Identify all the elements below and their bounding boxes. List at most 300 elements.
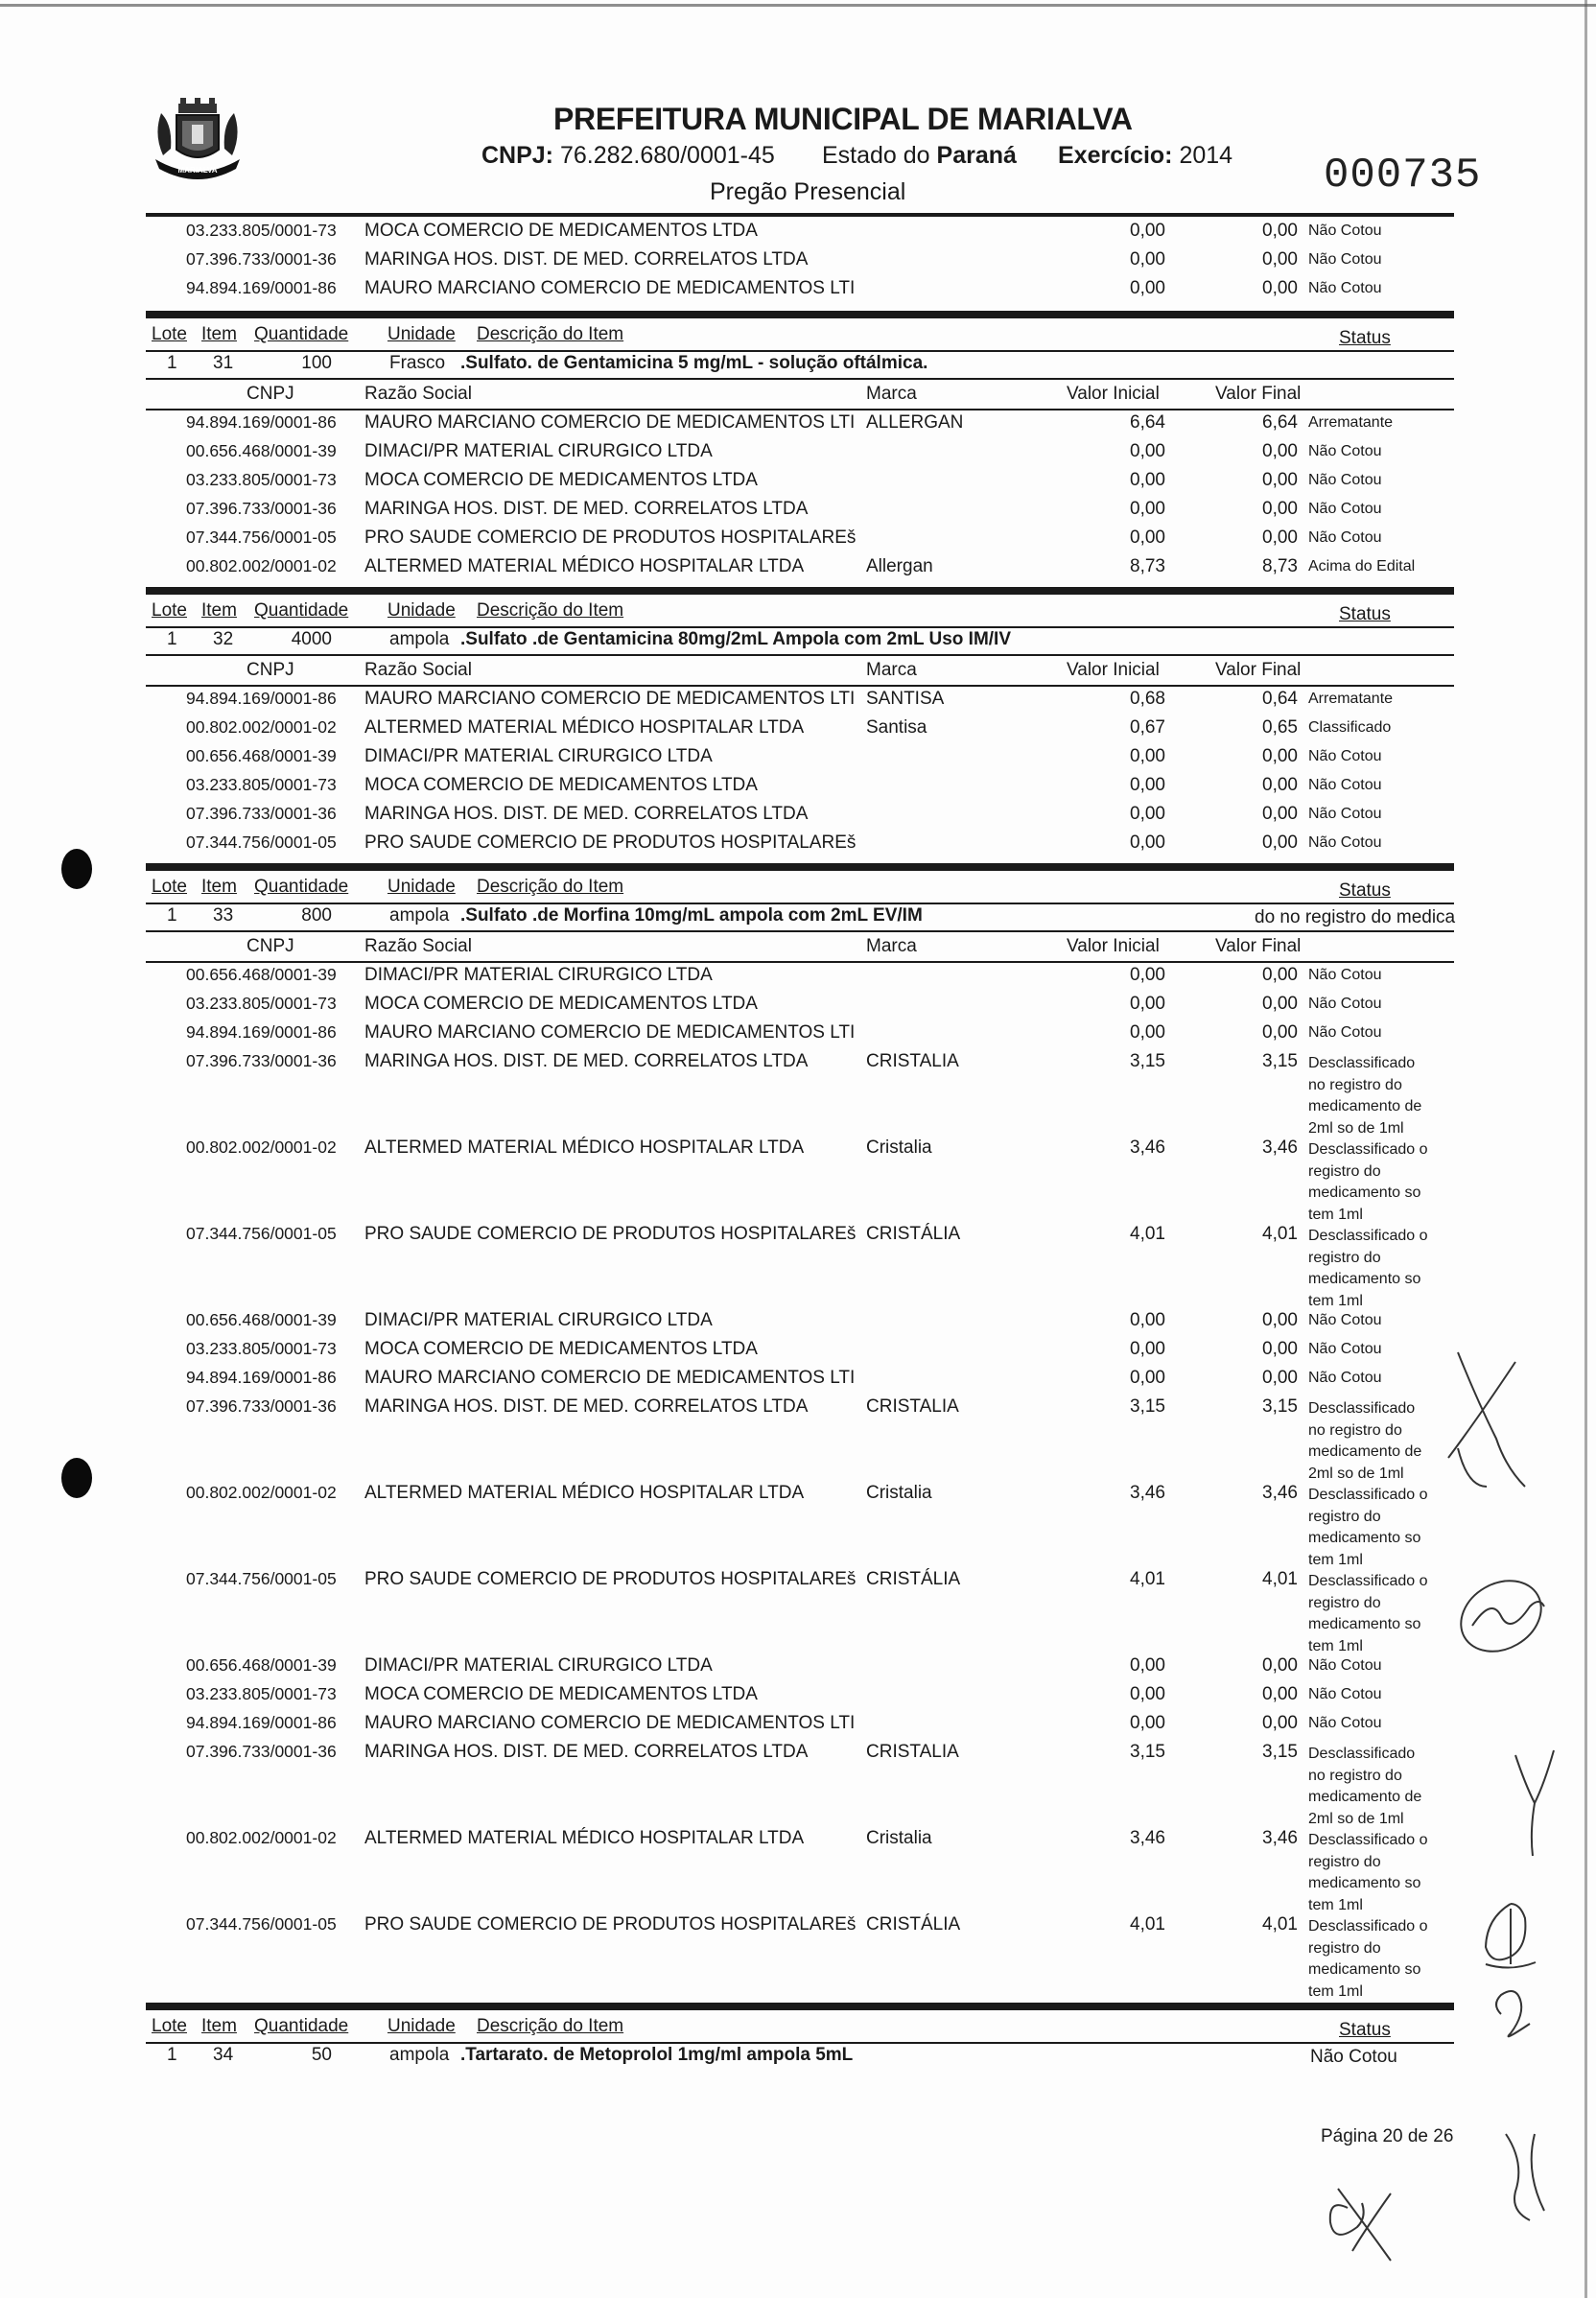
cell-cnpj: 00.656.468/0001-39 xyxy=(186,1655,337,1675)
col-header-marca: Marca xyxy=(866,384,917,404)
col-header-unidade: Unidade xyxy=(387,324,456,344)
cell-status: Não Cotou xyxy=(1308,1024,1382,1041)
cell-status: Não Cotou xyxy=(1308,777,1382,793)
cell-status: Não Cotou xyxy=(1308,1715,1382,1731)
cell-razao-social: MARINGA HOS. DIST. DE MED. CORRELATOS LTDA xyxy=(364,804,809,824)
item-unit: Frasco xyxy=(389,353,446,373)
cell-valor-final: 0,00 xyxy=(1262,1022,1298,1043)
cell-valor-final: 4,01 xyxy=(1262,1224,1298,1244)
col-header-razao: Razão Social xyxy=(364,936,472,956)
cell-razao-social: MOCA COMERCIO DE MEDICAMENTOS LTDA xyxy=(364,1684,758,1704)
cell-razao-social: MAURO MARCIANO COMERCIO DE MEDICAMENTOS LTI xyxy=(364,1022,856,1043)
cell-status-note: Desclassificado o registro do medicamento so tem 1ml xyxy=(1308,1832,1428,1913)
cell-razao-social: MARINGA HOS. DIST. DE MED. CORRELATOS LTDA xyxy=(364,1396,809,1417)
item-description: .Sulfato. de Gentamicina 5 mg/mL - solução oftálmica. xyxy=(460,353,928,373)
cell-valor-inicial: 3,15 xyxy=(1130,1051,1165,1071)
cell-valor-final: 3,15 xyxy=(1262,1051,1298,1071)
scan-edge-top xyxy=(0,4,1596,7)
cell-razao-social: PRO SAUDE COMERCIO DE PRODUTOS HOSPITALAREš xyxy=(364,528,857,548)
cell-cnpj: 94.894.169/0001-86 xyxy=(186,1022,337,1042)
handwritten-signature-bottom xyxy=(1319,2169,1405,2265)
col-header-lote: Lote xyxy=(152,877,187,897)
item-quantity: 4000 xyxy=(291,629,332,649)
col-header-item: Item xyxy=(201,877,237,897)
cell-marca: CRISTALIA xyxy=(866,1396,959,1417)
col-header-descricao: Descrição do Item xyxy=(477,877,624,897)
cell-marca: CRISTALIA xyxy=(866,1742,959,1762)
cell-valor-final: 0,00 xyxy=(1262,470,1298,490)
cell-valor-final: 0,00 xyxy=(1262,249,1298,270)
cell-razao-social: ALTERMED MATERIAL MÉDICO HOSPITALAR LTDA xyxy=(364,717,805,738)
cell-marca: SANTISA xyxy=(866,689,945,709)
cell-razao-social: ALTERMED MATERIAL MÉDICO HOSPITALAR LTDA xyxy=(364,1483,805,1503)
cell-status: Não Cotou xyxy=(1308,748,1382,764)
cell-cnpj: 00.802.002/0001-02 xyxy=(186,556,337,575)
col-header-item: Item xyxy=(201,324,237,344)
table-row xyxy=(0,528,1596,551)
cell-valor-final: 0,65 xyxy=(1262,717,1298,738)
cell-cnpj: 94.894.169/0001-86 xyxy=(186,412,337,432)
cell-valor-final: 0,00 xyxy=(1262,1339,1298,1359)
cell-valor-inicial: 0,00 xyxy=(1130,1368,1165,1388)
cell-valor-inicial: 4,01 xyxy=(1130,1224,1165,1244)
cell-cnpj: 00.656.468/0001-39 xyxy=(186,746,337,765)
col-header-cnpj: CNPJ xyxy=(246,660,294,680)
table-row xyxy=(0,1310,1596,1333)
col-header-status: Status xyxy=(1339,604,1391,624)
table-row xyxy=(0,249,1596,272)
cell-status: Acima do Edital xyxy=(1308,558,1416,574)
cell-status: Não Cotou xyxy=(1308,834,1382,851)
col-header-quantidade: Quantidade xyxy=(254,2016,349,2036)
cell-razao-social: PRO SAUDE COMERCIO DE PRODUTOS HOSPITALAREš xyxy=(364,1569,857,1589)
item-unit: ampola xyxy=(389,629,450,649)
cell-status: Não Cotou xyxy=(1308,996,1382,1012)
header-underline xyxy=(146,2042,1454,2044)
cell-valor-final: 0,00 xyxy=(1262,965,1298,985)
col-header-valor_inicial: Valor Inicial xyxy=(1067,936,1160,956)
cell-cnpj: 03.233.805/0001-73 xyxy=(186,470,337,489)
item-unit: ampola xyxy=(389,905,450,926)
handwritten-initial-mark-2 xyxy=(1506,1746,1573,1861)
cell-status-note: Desclassificado o registro do medicamento so tem 1ml xyxy=(1308,1487,1428,1568)
handwritten-signature-scribble xyxy=(1453,1559,1568,1664)
cell-razao-social: DIMACI/PR MATERIAL CIRURGICO LTDA xyxy=(364,1310,713,1330)
cell-razao-social: ALTERMED MATERIAL MÉDICO HOSPITALAR LTDA xyxy=(364,1137,805,1158)
col-header-unidade: Unidade xyxy=(387,600,456,621)
cell-status-note: Desclassificado o registro do medicamento so tem 1ml xyxy=(1308,1228,1428,1309)
cell-valor-final: 0,00 xyxy=(1262,1310,1298,1330)
cell-cnpj: 00.802.002/0001-02 xyxy=(186,1828,337,1847)
cell-cnpj: 03.233.805/0001-73 xyxy=(186,1684,337,1703)
cell-razao-social: DIMACI/PR MATERIAL CIRURGICO LTDA xyxy=(364,1655,713,1676)
table-row xyxy=(0,746,1596,769)
cell-marca: Allergan xyxy=(866,556,933,576)
col-header-status: Status xyxy=(1339,880,1391,901)
col-header-item: Item xyxy=(201,2016,237,2036)
cell-razao-social: MAURO MARCIANO COMERCIO DE MEDICAMENTOS LTI xyxy=(364,1713,856,1733)
item-quantity: 100 xyxy=(301,353,332,373)
cell-valor-inicial: 4,01 xyxy=(1130,1914,1165,1935)
cell-razao-social: MARINGA HOS. DIST. DE MED. CORRELATOS LTDA xyxy=(364,1742,809,1762)
cell-razao-social: MOCA COMERCIO DE MEDICAMENTOS LTDA xyxy=(364,221,758,241)
punch-hole-upper xyxy=(61,849,92,889)
cell-cnpj: 94.894.169/0001-86 xyxy=(186,1713,337,1732)
cell-razao-social: MOCA COMERCIO DE MEDICAMENTOS LTDA xyxy=(364,775,758,795)
cell-razao-social: MOCA COMERCIO DE MEDICAMENTOS LTDA xyxy=(364,470,758,490)
item-description: .Sulfato .de Morfina 10mg/mL ampola com 2mL EV/IM xyxy=(460,905,923,926)
cell-status: Não Cotou xyxy=(1308,1312,1382,1328)
table-row xyxy=(0,1684,1596,1707)
cell-cnpj: 94.894.169/0001-86 xyxy=(186,1368,337,1387)
cell-marca: Cristalia xyxy=(866,1483,932,1503)
cell-valor-inicial: 3,46 xyxy=(1130,1137,1165,1158)
cell-razao-social: ALTERMED MATERIAL MÉDICO HOSPITALAR LTDA xyxy=(364,1828,805,1848)
col-header-quantidade: Quantidade xyxy=(254,324,349,344)
cell-cnpj: 03.233.805/0001-73 xyxy=(186,1339,337,1358)
cell-status-note: Desclassificado no registro do medicamento de 2ml so de 1ml xyxy=(1308,1746,1422,1827)
col-header-marca: Marca xyxy=(866,660,917,680)
modalidade-label: Pregão Presencial xyxy=(710,178,906,205)
cell-valor-final: 0,00 xyxy=(1262,746,1298,766)
cell-razao-social: DIMACI/PR MATERIAL CIRURGICO LTDA xyxy=(364,441,713,461)
col-header-cnpj: CNPJ xyxy=(246,384,294,404)
cell-status: Não Cotou xyxy=(1308,529,1382,546)
table-row xyxy=(0,1655,1596,1678)
cell-cnpj: 07.344.756/0001-05 xyxy=(186,832,337,852)
item-quantity: 800 xyxy=(301,905,332,926)
cell-valor-inicial: 0,00 xyxy=(1130,832,1165,853)
cell-status: Arrematante xyxy=(1308,691,1394,707)
cell-razao-social: MAURO MARCIANO COMERCIO DE MEDICAMENTOS LTI xyxy=(364,1368,856,1388)
cell-status: Não Cotou xyxy=(1308,472,1382,488)
cell-cnpj: 00.656.468/0001-39 xyxy=(186,441,337,460)
cell-valor-inicial: 0,00 xyxy=(1130,1310,1165,1330)
cell-cnpj: 07.344.756/0001-05 xyxy=(186,1569,337,1588)
cell-cnpj: 00.802.002/0001-02 xyxy=(186,1137,337,1157)
cell-status: Não Cotou xyxy=(1308,223,1382,239)
cell-valor-inicial: 3,15 xyxy=(1130,1742,1165,1762)
estado-line xyxy=(822,142,1017,170)
cell-valor-final: 0,00 xyxy=(1262,1368,1298,1388)
col-header-quantidade: Quantidade xyxy=(254,877,349,897)
cell-razao-social: DIMACI/PR MATERIAL CIRURGICO LTDA xyxy=(364,746,713,766)
item-number: 32 xyxy=(213,629,234,649)
col-header-status: Status xyxy=(1339,2020,1391,2040)
cell-valor-inicial: 0,00 xyxy=(1130,1339,1165,1359)
cell-cnpj: 07.344.756/0001-05 xyxy=(186,1224,337,1243)
table-row xyxy=(0,775,1596,798)
table-row xyxy=(0,499,1596,522)
col-header-valor_inicial: Valor Inicial xyxy=(1067,660,1160,680)
cell-valor-inicial: 3,15 xyxy=(1130,1396,1165,1417)
table-row xyxy=(0,804,1596,827)
cell-valor-final: 0,00 xyxy=(1262,804,1298,824)
cell-valor-inicial: 0,00 xyxy=(1130,221,1165,241)
cell-valor-final: 0,00 xyxy=(1262,278,1298,298)
cell-cnpj: 07.396.733/0001-36 xyxy=(186,804,337,823)
cell-valor-final: 0,64 xyxy=(1262,689,1298,709)
cell-status: Não Cotou xyxy=(1308,443,1382,459)
lot-divider xyxy=(146,587,1454,595)
cell-marca: CRISTÁLIA xyxy=(866,1569,961,1589)
cell-valor-inicial: 0,00 xyxy=(1130,441,1165,461)
cell-valor-inicial: 3,46 xyxy=(1130,1828,1165,1848)
cell-cnpj: 07.344.756/0001-05 xyxy=(186,528,337,547)
cell-valor-final: 3,15 xyxy=(1262,1742,1298,1762)
cell-valor-final: 3,46 xyxy=(1262,1483,1298,1503)
cell-status: Não Cotou xyxy=(1308,1341,1382,1357)
protocol-stamp-number: 000735 xyxy=(1324,152,1482,199)
col-header-unidade: Unidade xyxy=(387,2016,456,2036)
cell-cnpj: 03.233.805/0001-73 xyxy=(186,994,337,1013)
table-row xyxy=(0,1339,1596,1362)
subheader-underline xyxy=(146,685,1454,687)
cell-status: Não Cotou xyxy=(1308,251,1382,268)
cell-valor-inicial: 0,00 xyxy=(1130,1684,1165,1704)
cnpj-label: CNPJ: xyxy=(481,142,554,169)
handwritten-initial-mark-3 xyxy=(1496,2124,1563,2230)
cell-valor-inicial: 0,68 xyxy=(1130,689,1165,709)
cell-valor-inicial: 0,00 xyxy=(1130,249,1165,270)
cell-cnpj: 07.396.733/0001-36 xyxy=(186,1396,337,1416)
cell-valor-final: 4,01 xyxy=(1262,1914,1298,1935)
col-header-valor_final: Valor Final xyxy=(1215,384,1302,404)
cell-valor-inicial: 0,00 xyxy=(1130,499,1165,519)
cell-status: Não Cotou xyxy=(1308,1686,1382,1702)
cell-marca: CRISTÁLIA xyxy=(866,1914,961,1935)
subheader-underline xyxy=(146,409,1454,410)
cell-cnpj: 00.656.468/0001-39 xyxy=(186,965,337,984)
cell-valor-final: 0,00 xyxy=(1262,994,1298,1014)
cell-razao-social: MOCA COMERCIO DE MEDICAMENTOS LTDA xyxy=(364,1339,758,1359)
cell-status-note: Desclassificado no registro do medicamento de 2ml so de 1ml xyxy=(1308,1400,1422,1482)
cell-valor-inicial: 3,46 xyxy=(1130,1483,1165,1503)
col-header-razao: Razão Social xyxy=(364,384,472,404)
cell-valor-final: 0,00 xyxy=(1262,775,1298,795)
cell-valor-final: 3,15 xyxy=(1262,1396,1298,1417)
cell-status: Não Cotou xyxy=(1308,806,1382,822)
cell-valor-inicial: 0,00 xyxy=(1130,775,1165,795)
cell-razao-social: MARINGA HOS. DIST. DE MED. CORRELATOS LTDA xyxy=(364,249,809,270)
col-header-lote: Lote xyxy=(152,600,187,621)
cell-valor-final: 0,00 xyxy=(1262,221,1298,241)
cell-valor-inicial: 8,73 xyxy=(1130,556,1165,576)
header-underline xyxy=(146,350,1454,352)
values-underline xyxy=(146,654,1454,656)
cell-valor-inicial: 0,00 xyxy=(1130,278,1165,298)
exercicio-line xyxy=(1058,142,1232,170)
cell-valor-inicial: 0,00 xyxy=(1130,746,1165,766)
table-row xyxy=(0,1368,1596,1391)
table-row xyxy=(0,1713,1596,1736)
table-row xyxy=(0,1022,1596,1045)
values-underline xyxy=(146,378,1454,380)
cell-valor-final: 0,00 xyxy=(1262,528,1298,548)
cell-razao-social: PRO SAUDE COMERCIO DE PRODUTOS HOSPITALAREš xyxy=(364,832,857,853)
table-row xyxy=(0,994,1596,1017)
crest-banner-text: MARIALVA xyxy=(177,166,218,175)
cell-cnpj: 94.894.169/0001-86 xyxy=(186,278,337,297)
cell-valor-inicial: 6,64 xyxy=(1130,412,1165,433)
col-header-valor_inicial: Valor Inicial xyxy=(1067,384,1160,404)
item-quantity: 50 xyxy=(311,2045,332,2065)
cell-valor-inicial: 0,00 xyxy=(1130,965,1165,985)
exercicio-label: Exercício: xyxy=(1058,142,1173,169)
item-number: 33 xyxy=(213,905,234,926)
estado-label: Estado do xyxy=(822,142,930,169)
cell-valor-inicial: 0,00 xyxy=(1130,1713,1165,1733)
cell-cnpj: 07.396.733/0001-36 xyxy=(186,1742,337,1761)
col-header-valor_final: Valor Final xyxy=(1215,660,1302,680)
cell-cnpj: 94.894.169/0001-86 xyxy=(186,689,337,708)
cell-cnpj: 00.802.002/0001-02 xyxy=(186,717,337,737)
header-divider xyxy=(146,213,1454,217)
cell-cnpj: 07.396.733/0001-36 xyxy=(186,1051,337,1070)
col-header-lote: Lote xyxy=(152,2016,187,2036)
lot-divider xyxy=(146,2003,1454,2010)
table-row xyxy=(0,412,1596,435)
cell-valor-final: 8,73 xyxy=(1262,556,1298,576)
item-description: .Tartarato. de Metoprolol 1mg/ml ampola 5mL xyxy=(460,2045,854,2065)
cell-valor-inicial: 0,00 xyxy=(1130,1022,1165,1043)
col-header-marca: Marca xyxy=(866,936,917,956)
cell-valor-final: 0,00 xyxy=(1262,1655,1298,1676)
cell-marca: Cristalia xyxy=(866,1828,932,1848)
table-row xyxy=(0,441,1596,464)
col-header-descricao: Descrição do Item xyxy=(477,600,624,621)
cell-razao-social: MOCA COMERCIO DE MEDICAMENTOS LTDA xyxy=(364,994,758,1014)
cell-valor-final: 3,46 xyxy=(1262,1828,1298,1848)
table-row xyxy=(0,832,1596,856)
item-number: 34 xyxy=(213,2045,234,2065)
table-row xyxy=(0,556,1596,579)
cell-valor-final: 4,01 xyxy=(1262,1569,1298,1589)
cell-valor-inicial: 4,01 xyxy=(1130,1569,1165,1589)
cell-status-note: Desclassificado o registro do medicamento so tem 1ml xyxy=(1308,1141,1428,1223)
page-title: PREFEITURA MUNICIPAL DE MARIALVA xyxy=(553,102,1133,136)
item-unit: ampola xyxy=(389,2045,450,2065)
lot-number: 1 xyxy=(167,905,177,926)
col-header-lote: Lote xyxy=(152,324,187,344)
cell-status-note: Desclassificado no registro do medicamento de 2ml so de 1ml xyxy=(1308,1055,1422,1137)
col-header-descricao: Descrição do Item xyxy=(477,2016,624,2036)
subheader-underline xyxy=(146,961,1454,963)
cell-razao-social: MARINGA HOS. DIST. DE MED. CORRELATOS LTDA xyxy=(364,499,809,519)
cell-status: Não Cotou xyxy=(1308,501,1382,517)
cell-cnpj: 07.396.733/0001-36 xyxy=(186,499,337,518)
cell-valor-inicial: 0,00 xyxy=(1130,528,1165,548)
cell-cnpj: 03.233.805/0001-73 xyxy=(186,775,337,794)
col-header-quantidade: Quantidade xyxy=(254,600,349,621)
exercicio-value: 2014 xyxy=(1179,142,1233,169)
table-row xyxy=(0,965,1596,988)
item-status: Não Cotou xyxy=(1310,2047,1397,2067)
municipal-crest-logo xyxy=(144,96,251,184)
cell-status: Arrematante xyxy=(1308,414,1394,431)
cell-valor-final: 0,00 xyxy=(1262,1713,1298,1733)
cell-valor-inicial: 0,00 xyxy=(1130,994,1165,1014)
cell-cnpj: 07.396.733/0001-36 xyxy=(186,249,337,269)
cell-valor-inicial: 0,00 xyxy=(1130,470,1165,490)
col-header-cnpj: CNPJ xyxy=(246,936,294,956)
cell-razao-social: PRO SAUDE COMERCIO DE PRODUTOS HOSPITALAREš xyxy=(364,1224,857,1244)
punch-hole-lower xyxy=(61,1458,92,1498)
col-header-unidade: Unidade xyxy=(387,877,456,897)
header-underline xyxy=(146,903,1454,904)
table-row xyxy=(0,470,1596,493)
item-status: do no registro do medica xyxy=(1255,907,1456,927)
cell-valor-final: 0,00 xyxy=(1262,1684,1298,1704)
table-row xyxy=(0,689,1596,712)
handwritten-initial-mark-1 xyxy=(1439,1343,1544,1535)
item-description: .Sulfato .de Gentamicina 80mg/2mL Ampola com 2mL Uso IM/IV xyxy=(460,629,1012,649)
cell-valor-final: 3,46 xyxy=(1262,1137,1298,1158)
cell-valor-final: 0,00 xyxy=(1262,832,1298,853)
cell-cnpj: 07.344.756/0001-05 xyxy=(186,1914,337,1934)
header-underline xyxy=(146,626,1454,628)
page-number: Página 20 de 26 xyxy=(1321,2126,1454,2146)
col-header-descricao: Descrição do Item xyxy=(477,324,624,344)
cell-razao-social: ALTERMED MATERIAL MÉDICO HOSPITALAR LTDA xyxy=(364,556,805,576)
col-header-status: Status xyxy=(1339,328,1391,348)
cell-valor-final: 6,64 xyxy=(1262,412,1298,433)
lot-divider xyxy=(146,311,1454,318)
cell-cnpj: 00.656.468/0001-39 xyxy=(186,1310,337,1329)
cell-marca: CRISTÁLIA xyxy=(866,1224,961,1244)
cell-valor-inicial: 0,67 xyxy=(1130,717,1165,738)
cnpj-value: 76.282.680/0001-45 xyxy=(559,142,775,169)
cell-status-note: Desclassificado o registro do medicamento so tem 1ml xyxy=(1308,1918,1428,2000)
col-header-valor_final: Valor Final xyxy=(1215,936,1302,956)
lot-number: 1 xyxy=(167,353,177,373)
col-header-item: Item xyxy=(201,600,237,621)
cell-valor-final: 0,00 xyxy=(1262,441,1298,461)
cell-razao-social: MAURO MARCIANO COMERCIO DE MEDICAMENTOS LTI xyxy=(364,689,856,709)
cell-razao-social: DIMACI/PR MATERIAL CIRURGICO LTDA xyxy=(364,965,713,985)
cell-marca: Santisa xyxy=(866,717,927,738)
lot-number: 1 xyxy=(167,629,177,649)
cnpj-line xyxy=(481,142,775,170)
item-number: 31 xyxy=(213,353,234,373)
handwritten-signature-initials xyxy=(1472,1889,1559,2081)
cell-valor-inicial: 0,00 xyxy=(1130,1655,1165,1676)
cell-valor-inicial: 0,00 xyxy=(1130,804,1165,824)
table-row xyxy=(0,278,1596,301)
cell-status: Não Cotou xyxy=(1308,1370,1382,1386)
cell-status: Não Cotou xyxy=(1308,280,1382,296)
cell-status-note: Desclassificado o registro do medicamento so tem 1ml xyxy=(1308,1573,1428,1654)
cell-cnpj: 00.802.002/0001-02 xyxy=(186,1483,337,1502)
cell-cnpj: 03.233.805/0001-73 xyxy=(186,221,337,240)
cell-razao-social: MARINGA HOS. DIST. DE MED. CORRELATOS LTDA xyxy=(364,1051,809,1071)
cell-razao-social: MAURO MARCIANO COMERCIO DE MEDICAMENTOS LTI xyxy=(364,412,856,433)
cell-razao-social: MAURO MARCIANO COMERCIO DE MEDICAMENTOS LTI xyxy=(364,278,856,298)
cell-marca: ALLERGAN xyxy=(866,412,964,433)
cell-marca: Cristalia xyxy=(866,1137,932,1158)
estado-value: Paraná xyxy=(936,142,1017,169)
col-header-razao: Razão Social xyxy=(364,660,472,680)
cell-marca: CRISTALIA xyxy=(866,1051,959,1071)
table-row xyxy=(0,717,1596,740)
lot-number: 1 xyxy=(167,2045,177,2065)
cell-status: Classificado xyxy=(1308,719,1392,736)
cell-status: Não Cotou xyxy=(1308,1657,1382,1674)
table-row xyxy=(0,221,1596,244)
cell-status: Não Cotou xyxy=(1308,967,1382,983)
lot-divider xyxy=(146,863,1454,871)
values-underline xyxy=(146,930,1454,932)
